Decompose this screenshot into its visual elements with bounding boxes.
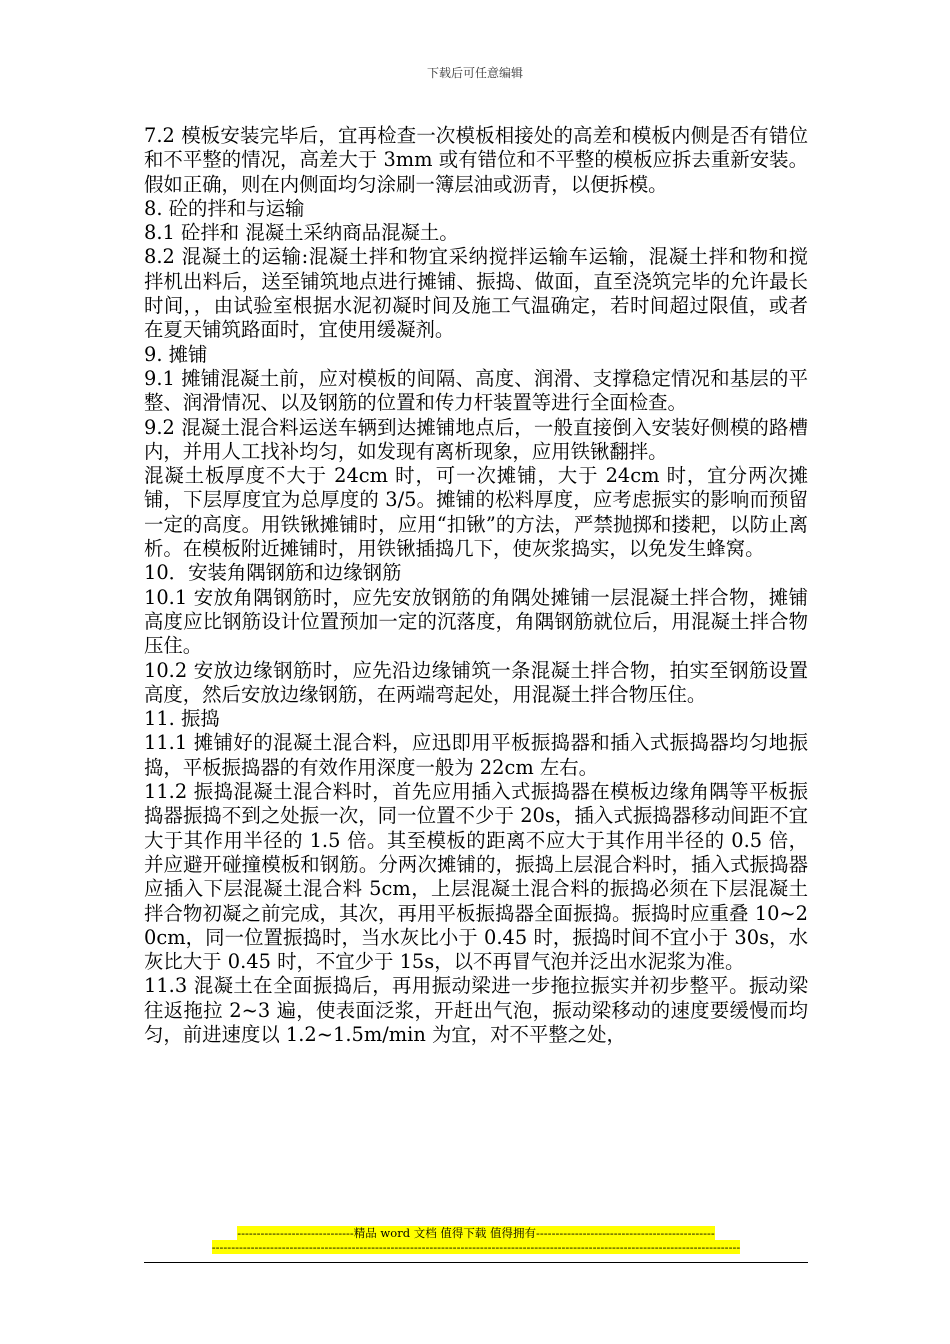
paragraph-thickness: 混凝土板厚度不大于 24cm 时，可一次摊铺，大于 24cm 时，宜分两次摊铺，下层厚度宜为总厚度的 3/5。摊铺的松料厚度，应考虑振实的影响而预留一定的高度。用铁锹摊铺时，应用“扣锹”的方法，严禁抛掷和搂耙，以防止离析。在模板附近摊铺时，用铁锹插捣几下，使灰浆捣实，以免发生蜂窝。: [144, 464, 808, 561]
footer-dashes: [144, 1240, 808, 1254]
document-body: [144, 124, 808, 1047]
heading-9: 9. 摊铺: [144, 342, 208, 366]
page-footer: [144, 1226, 808, 1263]
paragraph-9-2: 9.2 混凝土混合料运送车辆到达摊铺地点后，一般直接倒入安装好侧模的路槽内，并用人工找补均匀，如发现有离析现象，应用铁锹翻拌。: [144, 415, 808, 463]
heading-11: 11. 振捣: [144, 707, 220, 731]
footer-dashes-text: ----------------------------------------------------------------------------------------------------------------------------------------: [211, 1240, 741, 1254]
paragraph-10-2: 10.2 安放边缘钢筋时，应先沿边缘铺筑一条混凝土拌合物，拍实至钢筋设置高度，然后安放边缘钢筋，在两端弯起处，用混凝土拌合物压住。: [144, 658, 808, 706]
paragraph-7-2: 7.2 模板安装完毕后，宜再检查一次模板相接处的高差和模板内侧是否有错位和不平整的情况，高差大于 3mm 或有错位和不平整的模板应拆去重新安装。假如正确，则在内侧面均匀涂刷一簿层油或沥青，以便拆模。: [144, 124, 808, 196]
paragraph-9-1: 9.1 摊铺混凝土前，应对模板的间隔、高度、润滑、支撑稳定情况和基层的平整、润滑情况、以及钢筋的位置和传力杆装置等进行全面检查。: [144, 366, 808, 415]
paragraph-8-1: 8.1 砼拌和 混凝土采纳商品混凝土。: [144, 221, 459, 245]
footer-banner-text: ------------------------------精品 word 文档 值得下载 值得拥有----------------------------------------------: [237, 1226, 715, 1240]
footer-banner: [144, 1226, 808, 1240]
page-header: 下载后可任意编辑: [426, 66, 523, 80]
paragraph-8-2: 8.2 混凝土的运输:混凝土拌和物宜采纳搅拌运输车运输，混凝土拌和物和搅拌机出料后，送至铺筑地点进行摊铺、振捣、做面，直至浇筑完毕的允许最长时间，，由试验室根据水泥初凝时间及施工气温确定，若时间超过限值，或者在夏天铺筑路面时，宜使用缓凝剂。: [144, 245, 808, 342]
paragraph-11-1: 11.1 摊铺好的混凝土混合料，应迅即用平板振捣器和插入式振捣器均匀地振捣，平板振捣器的有效作用深度一般为 22cm 左右。: [144, 731, 808, 779]
paragraph-11-2: 11.2 振捣混凝土混合料时，首先应用插入式振捣器在模板边缘角隅等平板振捣器振捣不到之处振一次，同一位置不少于 20s，插入式振捣器移动间距不宜大于其作用半径的 1.5 倍。其至模板的距离不应大于其作用半径的 0.5 倍，并应避开碰撞模板和钢筋。分两次摊铺的，振捣上层混合料时，插入式振捣器应插入下层混凝土混合料 5cm，上层混凝土混合料的振捣必须在下层混凝土拌合物初凝之前完成，其次，再用平板振捣器全面振捣。振捣时应重叠 10~20cm，同一位置振捣时，当水灰比小于 0.45 时，振捣时间不宜小于 30s，水灰比大于 0.45 时，不宜少于 15s，以不再冒气泡并泛出水泥浆为准。: [144, 780, 808, 974]
heading-8: 8. 砼的拌和与运输: [144, 196, 305, 220]
footer-divider: [144, 1262, 808, 1263]
heading-10: 10．安装角隅钢筋和边缘钢筋: [144, 561, 402, 585]
paragraph-10-1: 10.1 安放角隅钢筋时，应先安放钢筋的角隅处摊铺一层混凝土拌合物，摊铺高度应比钢筋设计位置预加一定的沉落度，角隅钢筋就位后，用混凝土拌合物压住。: [144, 585, 808, 658]
paragraph-11-3: 11.3 混凝土在全面振捣后，再用振动梁进一步拖拉振实并初步整平。振动梁往返拖拉 2~3 遍，使表面泛浆，开赶出气泡，振动梁移动的速度要缓慢而均匀，前进速度以 1.2~1.5m/min 为宜，对不平整之处，: [144, 974, 808, 1046]
